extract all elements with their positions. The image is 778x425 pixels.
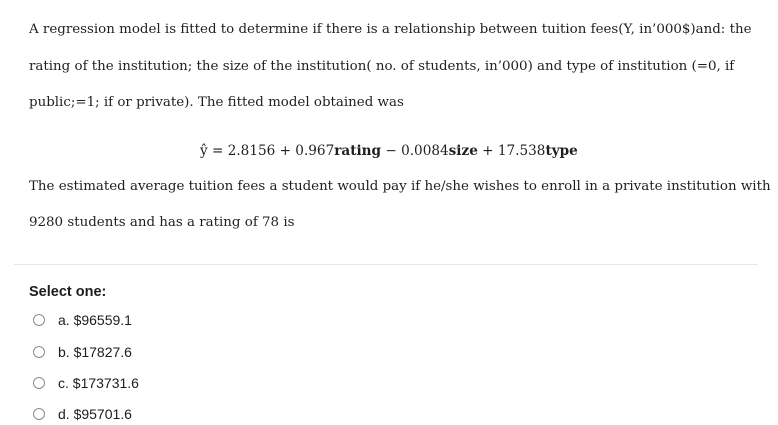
question-line-3: public;=1; if or private). The fitted model obtained was xyxy=(29,95,404,110)
question-line-2: rating of the institution; the size of the institution( no. of students, in’000) and type of institution (=0, if xyxy=(29,59,735,74)
radio-d[interactable] xyxy=(33,408,45,420)
option-b-label: b. $17827.6 xyxy=(58,344,132,360)
option-c[interactable] xyxy=(33,373,139,393)
option-d[interactable] xyxy=(33,404,132,424)
radio-b[interactable] xyxy=(33,346,45,358)
question-line-1: A regression model is fitted to determine if there is a relationship between tuition fees(Y, in’000$)and: the xyxy=(29,22,752,37)
answer-block xyxy=(0,265,778,425)
option-a-label: a. $96559.1 xyxy=(58,312,132,328)
option-d-label: d. $95701.6 xyxy=(58,406,132,422)
regression-formula xyxy=(200,142,578,160)
option-c-label: c. $173731.6 xyxy=(58,375,139,391)
formula-rating: rating xyxy=(334,143,382,159)
radio-c[interactable] xyxy=(33,377,45,389)
select-one-label: Select one: xyxy=(29,284,107,300)
question-line-4: The estimated average tuition fees a student would pay if he/she wishes to enroll in a private institution with xyxy=(29,179,771,194)
formula-lhs: ŷ = 2.8156 + 0.967 xyxy=(200,143,335,159)
formula-mid: − 0.0084 xyxy=(381,143,449,159)
question-line-5: 9280 students and has a rating of 78 is xyxy=(29,215,295,230)
formula-size: size xyxy=(448,143,478,159)
option-a[interactable] xyxy=(33,310,132,330)
option-b[interactable] xyxy=(33,342,132,362)
radio-a[interactable] xyxy=(33,314,45,326)
formula-type: type xyxy=(545,143,578,159)
formula-plus: + 17.538 xyxy=(477,143,546,159)
